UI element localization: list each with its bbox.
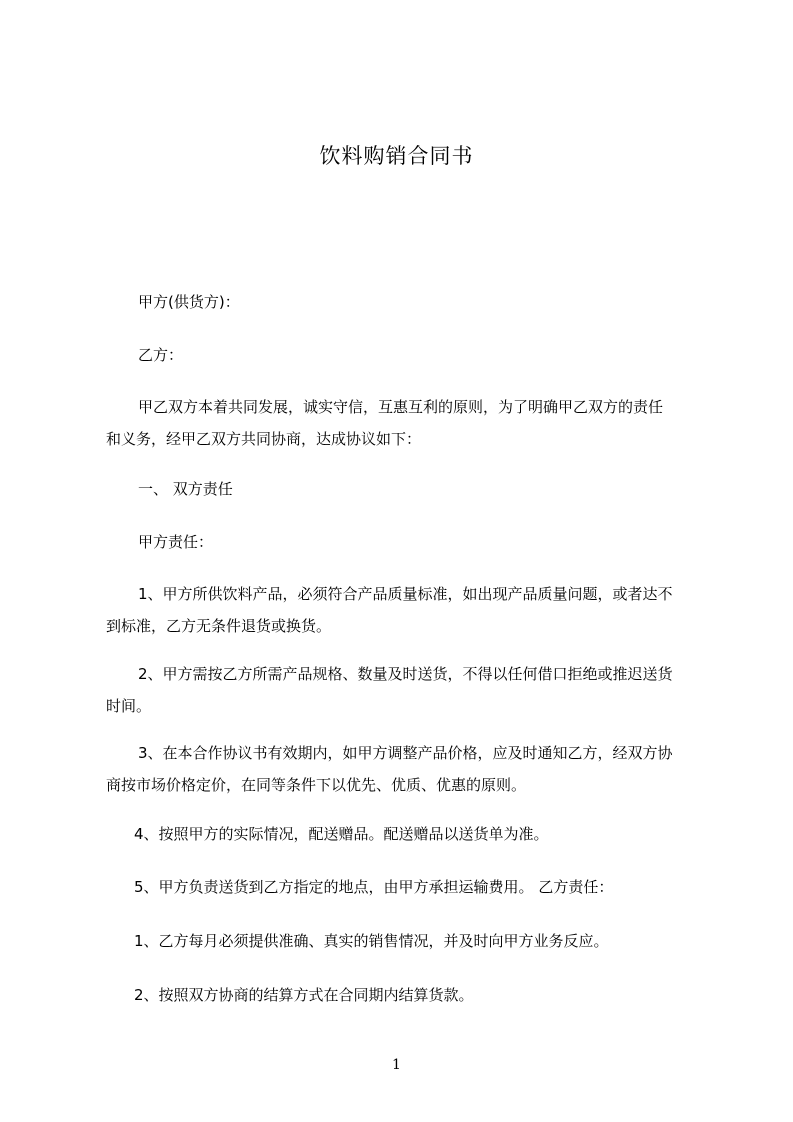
section-heading-responsibilities: 一、 双方责任 xyxy=(138,480,233,498)
party-a-duty-2 xyxy=(106,658,712,722)
duty-line-1: 3、在本合作协议书有效期内，如甲方调整产品价格，应及时通知乙方，经双方协 xyxy=(138,744,673,762)
party-b-label: 乙方： xyxy=(138,346,184,364)
party-a-label: 甲方(供货方)： xyxy=(138,293,240,311)
document-title: 饮料购销合同书 xyxy=(319,144,474,168)
party-a-duty-5: 5、甲方负责送货到乙方指定的地点，由甲方承担运输费用。 乙方责任： xyxy=(134,878,614,896)
duty-line-2: 商按市场价格定价，在同等条件下以优先、优质、优惠的原则。 xyxy=(106,776,527,794)
intro-paragraph xyxy=(106,391,712,455)
party-a-duty-4: 4、按照甲方的实际情况，配送赠品。配送赠品以送货单为准。 xyxy=(134,825,549,843)
duty-line-1: 2、甲方需按乙方所需产品规格、数量及时送货，不得以任何借口拒绝或推迟送货 xyxy=(138,665,673,683)
intro-line-1: 甲乙双方本着共同发展，诚实守信，互惠互利的原则，为了明确甲乙双方的责任 xyxy=(138,398,664,416)
party-a-duty-3 xyxy=(106,737,712,801)
intro-line-2: 和义务，经甲乙双方共同协商，达成协议如下： xyxy=(106,430,422,448)
party-a-duties-heading: 甲方责任： xyxy=(138,533,214,551)
duty-line-2: 时间。 xyxy=(106,697,152,715)
page-number: 1 xyxy=(392,1057,401,1073)
duty-line-2: 到标准，乙方无条件退货或换货。 xyxy=(106,617,332,635)
party-b-duty-2: 2、按照双方协商的结算方式在合同期内结算货款。 xyxy=(134,986,474,1004)
party-a-duty-1 xyxy=(106,578,712,642)
party-b-duty-1: 1、乙方每月必须提供准确、真实的销售情况，并及时向甲方业务反应。 xyxy=(134,932,609,950)
duty-line-1: 1、甲方所供饮料产品，必须符合产品质量标准，如出现产品质量问题，或者达不 xyxy=(138,585,673,603)
